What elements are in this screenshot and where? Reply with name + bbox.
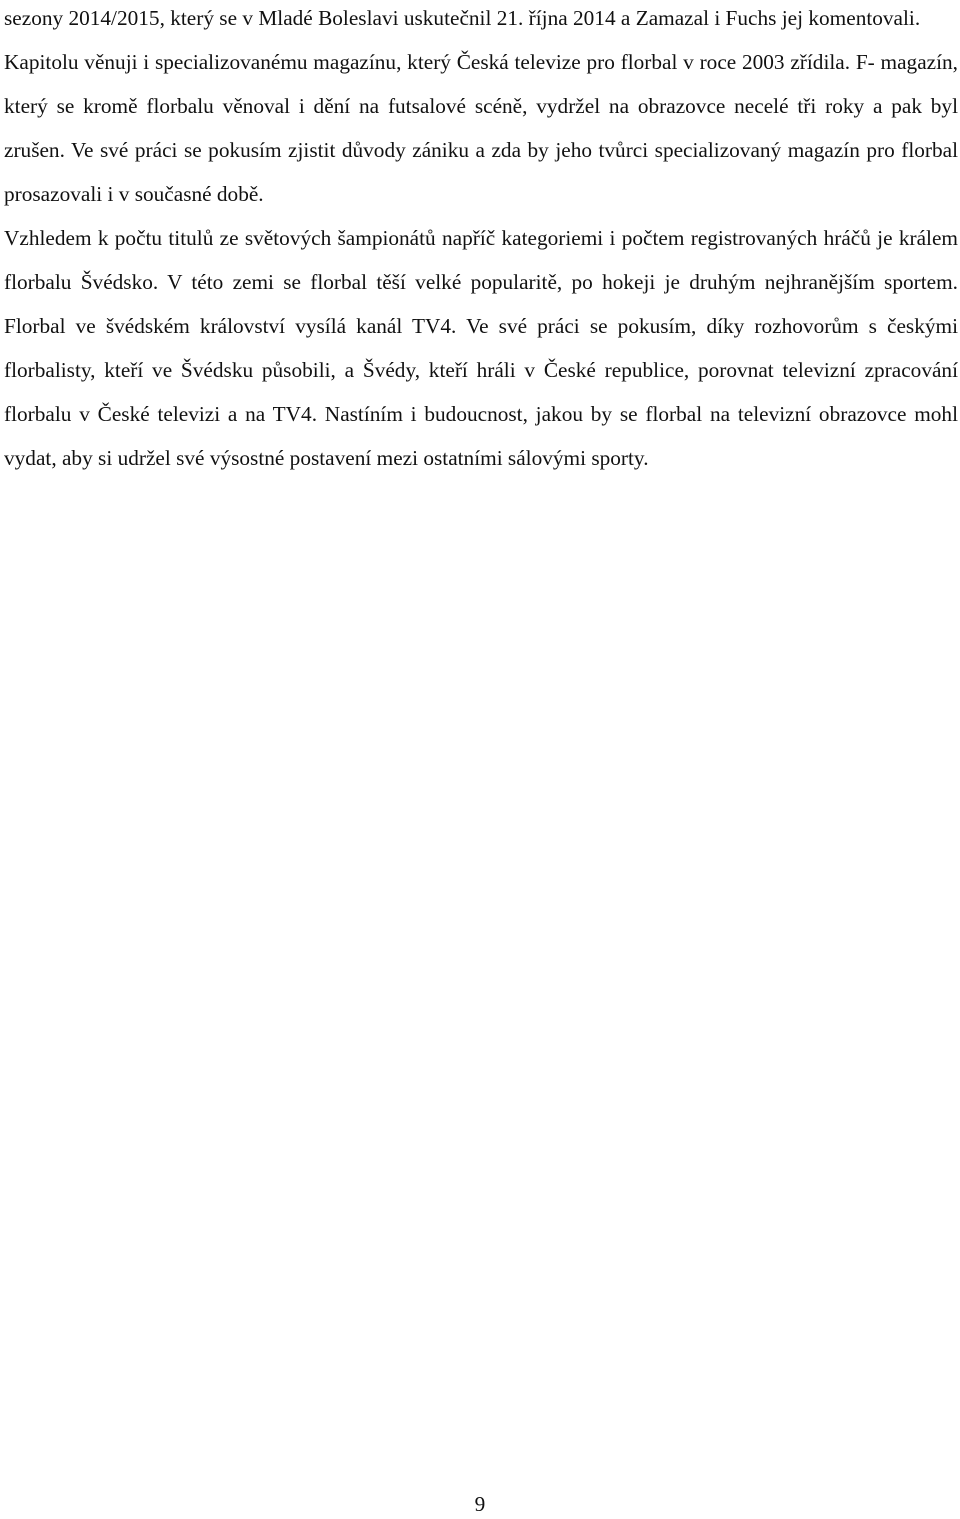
paragraph-continuation: sezony 2014/2015, který se v Mladé Boleslavi uskutečnil 21. října 2014 a Zamazal i Fuchs jej komentovali.: [4, 6, 921, 30]
paragraph-f-magazin: Kapitolu věnuji i specializovanému magazínu, který Česká televize pro florbal v roce 2003 zřídila. F- magazín, který se kromě florbalu věnoval i dění na futsalové scéně, vydržel na obrazovce necelé tři roky a pak byl zrušen. Ve své práci se pokusím zjistit důvody zániku a zda by jeho tvůrci specializovaný magazín pro florbal prosazovali i v současné době.: [4, 50, 958, 206]
document-page: [4, 0, 958, 480]
page-number: 9: [474, 1492, 486, 1516]
paragraph-sweden: Vzhledem k počtu titulů ze světových šampionátů napříč kategoriemi i počtem registrovaných hráčů je králem florbalu Švédsko. V této zemi se florbal těší velké popularitě, po hokeji je druhým nejhranějším sportem. Florbal ve švédském království vysílá kanál TV4. Ve své práci se pokusím, díky rozhovorům s českými florbalisty, kteří ve Švédsku působili, a Švédy, kteří hráli v České republice, porovnat televizní zpracování florbalu v České televizi a na TV4. Nastíním i budoucnost, jakou by se florbal na televizní obrazovce mohl vydat, aby si udržel své výsostné postavení mezi ostatními sálovými sporty.: [4, 226, 958, 470]
